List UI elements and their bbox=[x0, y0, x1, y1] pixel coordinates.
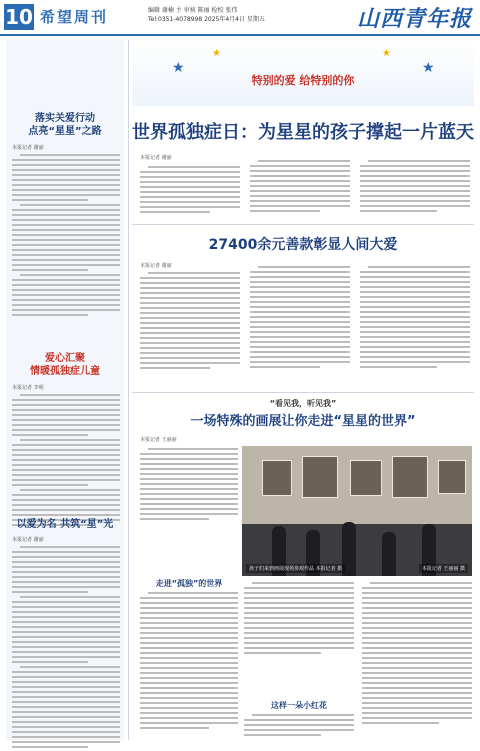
article2-col2 bbox=[250, 266, 350, 371]
hero-subtitle: 特别的爱 给特别的你 bbox=[251, 74, 355, 87]
article3-kicker: “看见我，听见我” bbox=[269, 399, 337, 408]
story1-body bbox=[12, 154, 120, 319]
article1-byline: 本报记者 谢丽 bbox=[140, 155, 172, 161]
section-rule bbox=[132, 224, 474, 225]
subhead-into-world: 走进“孤独”的世界 bbox=[155, 579, 223, 588]
page-number: 10 bbox=[5, 5, 33, 29]
article3-col3 bbox=[362, 582, 472, 727]
article3-col1b bbox=[140, 592, 238, 732]
story3-body bbox=[12, 546, 120, 751]
article2-col3 bbox=[360, 266, 470, 371]
photo-caption-left: 孩子们来到画展现场参观作品 本报记者 摄 bbox=[246, 564, 345, 573]
section-rule bbox=[132, 392, 474, 393]
column-divider bbox=[128, 40, 129, 740]
story1-byline: 本报记者 谢丽 bbox=[12, 145, 44, 151]
header-meta bbox=[148, 6, 265, 24]
article3-byline: 本报记者 王丽丽 bbox=[140, 437, 177, 443]
article2-col1 bbox=[140, 272, 240, 372]
hero-banner bbox=[132, 40, 474, 106]
article1-col1 bbox=[140, 166, 240, 216]
article1-title: 世界孤独症日：为星星的孩子撑起一片蓝天 bbox=[132, 122, 474, 143]
article3-col2 bbox=[244, 582, 354, 657]
subhead-little-flower: 这样一朵小红花 bbox=[271, 701, 327, 710]
sidebar bbox=[6, 40, 124, 740]
story2-byline: 本报记者 李明 bbox=[12, 385, 44, 391]
page-header bbox=[0, 0, 480, 36]
star-icon: ★ bbox=[382, 48, 391, 59]
article2-title: 27400余元善款彰显人间大爱 bbox=[208, 237, 398, 253]
masthead-logo: 山西青年报 bbox=[356, 6, 472, 32]
story2-body bbox=[12, 394, 120, 529]
story3-title: 以爱为名 共筑“星”光 bbox=[16, 519, 114, 530]
exhibition-photo bbox=[242, 446, 472, 576]
star-icon: ★ bbox=[212, 48, 221, 59]
meta-date: Tel:0351-4078998 2025年4月4日 星期五 bbox=[148, 16, 265, 23]
article3-col2b bbox=[244, 714, 354, 739]
story1-title: 落实关爱行动 点亮“星星”之路 bbox=[28, 113, 102, 137]
star-icon: ★ bbox=[422, 60, 435, 76]
photo-caption-right: 本报记者 王丽丽 摄 bbox=[419, 564, 468, 573]
star-icon: ★ bbox=[172, 60, 185, 76]
story2-title: 爱心汇聚 情暖孤独症儿童 bbox=[30, 353, 100, 377]
story3-byline: 本报记者 谢丽 bbox=[12, 537, 44, 543]
column-name: 希望周刊 bbox=[40, 8, 109, 26]
article1-col3 bbox=[360, 160, 470, 215]
meta-editors: 编辑 谢楠 主 审核 陈丽 检校 张伟 bbox=[148, 7, 238, 14]
article3-title: 一场特殊的画展让你走进“星星的世界” bbox=[190, 414, 416, 429]
article1-col2 bbox=[250, 160, 350, 215]
article2-byline: 本报记者 谢丽 bbox=[140, 263, 172, 269]
article3-col1 bbox=[140, 448, 238, 523]
